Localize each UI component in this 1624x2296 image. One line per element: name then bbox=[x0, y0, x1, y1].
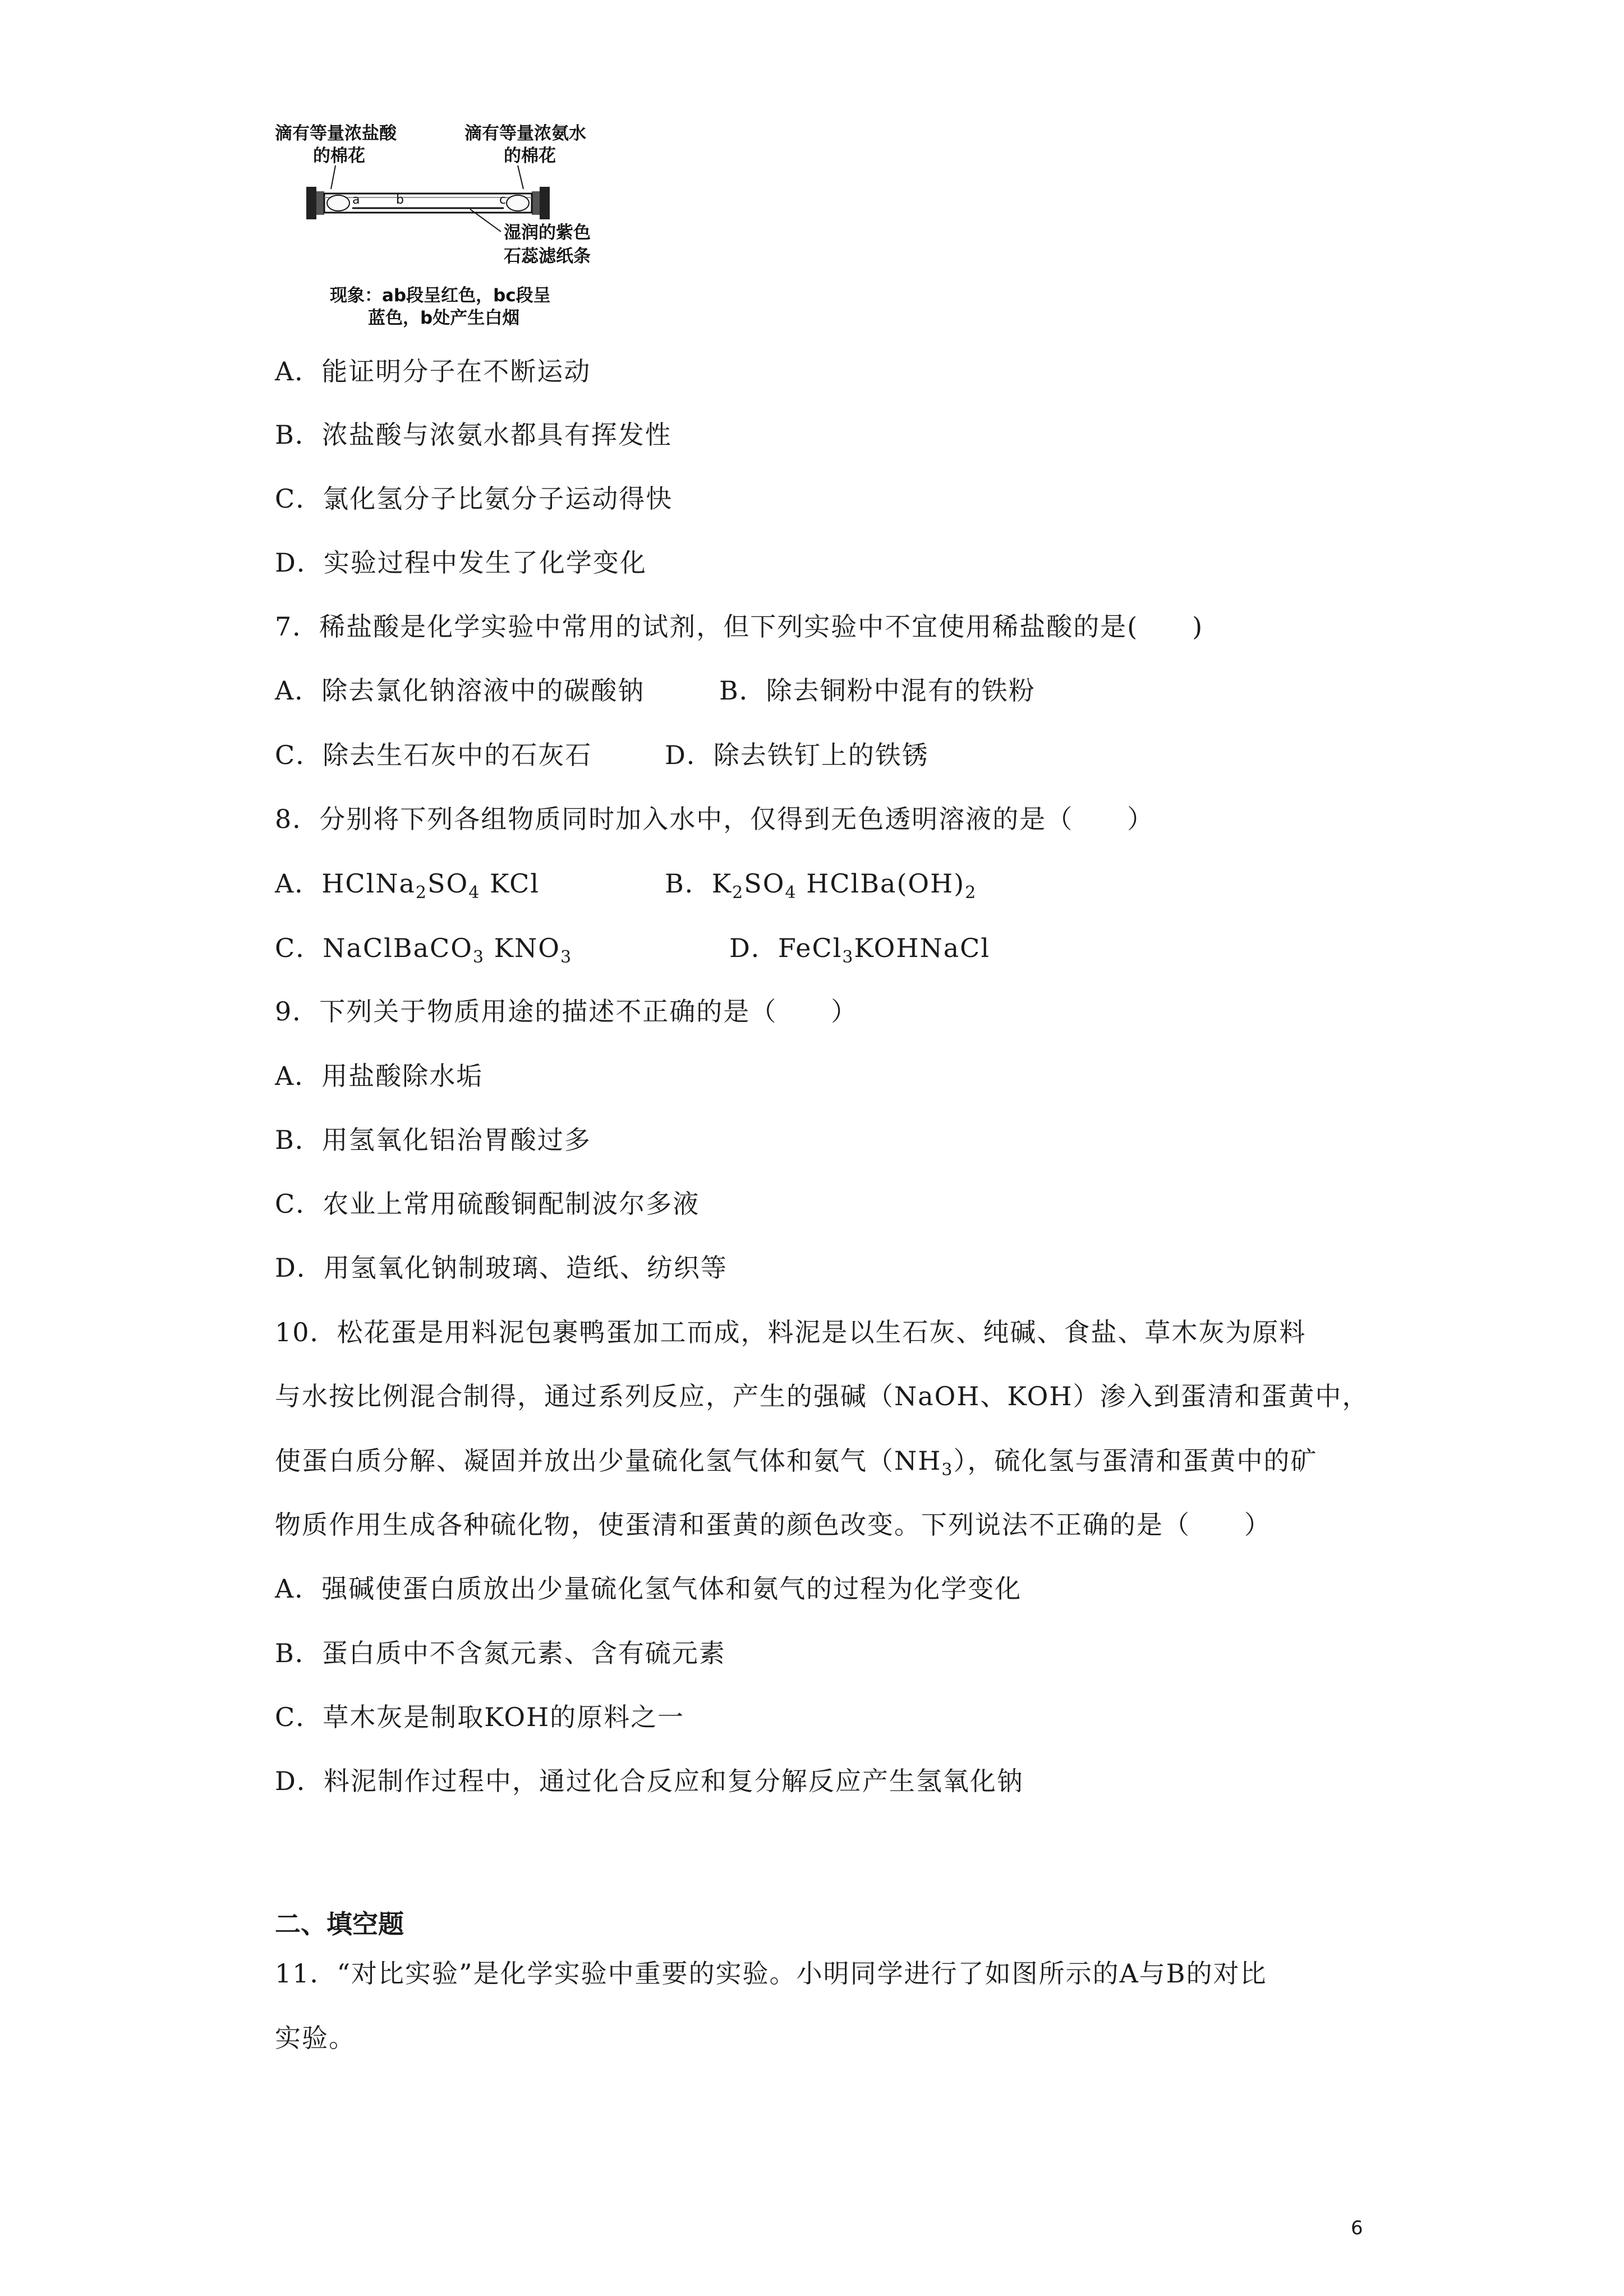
q8-stem: 8．分别将下列各组物质同时加入水中，仅得到无色透明溶液的是（ ） bbox=[275, 804, 1154, 834]
q9-option-c: C．农业上常用硫酸铜配制波尔多液 bbox=[275, 1189, 700, 1219]
q9-option-d: D．用氢氧化钠制玻璃、造纸、纺织等 bbox=[275, 1253, 728, 1283]
q10-option-d: D．料泥制作过程中，通过化合反应和复分解反应产生氢氧化钠 bbox=[275, 1766, 1024, 1796]
q8-option-d: D．FeCl$_3$KOHNaCl bbox=[729, 933, 991, 967]
q10-stem-line-4: 物质作用生成各种硫化物，使蛋清和蛋黄的颜色改变。下列说法不正确的是（ ） bbox=[275, 1510, 1271, 1540]
q11-stem-line-1: 11．“对比实验”是化学实验中重要的实验。小明同学进行了如图所示的A与B的对比 bbox=[275, 1958, 1267, 1989]
label-hcl-cotton-2: 的棉花 bbox=[313, 146, 365, 166]
q10-option-b: B．蛋白质中不含氮元素、含有硫元素 bbox=[275, 1638, 726, 1668]
experiment-figure bbox=[268, 121, 661, 331]
q8-option-b: B．$K_2SO_4$ $HClBa(OH)_2$ bbox=[665, 868, 977, 903]
q7-option-b: B．除去铜粉中混有的铁粉 bbox=[719, 675, 1036, 706]
point-b: b bbox=[396, 193, 404, 207]
q6-option-d: D．实验过程中发生了化学变化 bbox=[275, 547, 647, 578]
glass-tube bbox=[306, 187, 550, 219]
q6-option-b: B．浓盐酸与浓氨水都具有挥发性 bbox=[275, 420, 672, 450]
point-c: c bbox=[499, 193, 507, 207]
point-a: a bbox=[352, 193, 360, 207]
q10-option-c: C．草木灰是制取KOH的原料之一 bbox=[275, 1702, 685, 1732]
glass-tube-diagram bbox=[268, 121, 661, 331]
q10-stem-line-1: 10．松花蛋是用料泥包裹鸭蛋加工而成，料泥是以生石灰、纯碱、食盐、草木灰为原料 bbox=[275, 1317, 1306, 1347]
label-ammonia-cotton-1: 滴有等量浓氨水 bbox=[464, 123, 586, 144]
q11-stem-line-2: 实验。 bbox=[275, 2023, 356, 2053]
q7-stem: 7．稀盐酸是化学实验中常用的试剂，但下列实验中不宜使用稀盐酸的是( ) bbox=[275, 611, 1204, 642]
q8-option-a: A．$HClNa_2SO_4$ KCl bbox=[275, 868, 540, 903]
q8-option-c: C．NaClBaCO$_3$ $KNO_3$ bbox=[275, 933, 573, 967]
q9-option-b: B．用氢氧化铝治胃酸过多 bbox=[275, 1125, 591, 1155]
label-filter-paper-2: 石蕊滤纸条 bbox=[504, 246, 591, 266]
page-number: 6 bbox=[1351, 2217, 1363, 2239]
q9-stem: 9．下列关于物质用途的描述不正确的是（ ） bbox=[275, 996, 858, 1027]
section-heading-fill-in: 二、填空题 bbox=[275, 1909, 404, 1939]
label-hcl-cotton-1: 滴有等量浓盐酸 bbox=[275, 123, 397, 144]
hcl-cotton-ball bbox=[327, 195, 349, 211]
q10-option-a: A．强碱使蛋白质放出少量硫化氢气体和氨气的过程为化学变化 bbox=[275, 1573, 1022, 1604]
figure-caption-2: 蓝色，b处产生白烟 bbox=[368, 308, 520, 328]
q10-stem-line-2: 与水按比例混合制得，通过系列反应，产生的强碱（NaOH、KOH）渗入到蛋清和蛋黄中， bbox=[275, 1381, 1369, 1411]
figure-caption-1: 现象：ab段呈红色，bc段呈 bbox=[330, 286, 551, 306]
q10-stem-line-3: 使蛋白质分解、凝固并放出少量硫化氢气体和氨气$(NH_3)$，硫化氢与蛋清和蛋黄中的矿 bbox=[275, 1446, 1318, 1480]
ammonia-cotton-ball bbox=[507, 195, 529, 211]
q6-option-c: C．氯化氢分子比氨分子运动得快 bbox=[275, 484, 673, 514]
q7-option-d: D．除去铁钉上的铁锈 bbox=[665, 740, 929, 770]
q7-option-c: C．除去生石灰中的石灰石 bbox=[275, 740, 592, 770]
q7-option-a: A．除去氯化钠溶液中的碳酸钠 bbox=[275, 675, 645, 706]
q6-option-a: A．能证明分子在不断运动 bbox=[275, 356, 591, 386]
q9-option-a: A．用盐酸除水垢 bbox=[275, 1061, 484, 1091]
label-ammonia-cotton-2: 的棉花 bbox=[504, 146, 556, 166]
label-filter-paper-1: 湿润的紫色 bbox=[504, 223, 591, 243]
